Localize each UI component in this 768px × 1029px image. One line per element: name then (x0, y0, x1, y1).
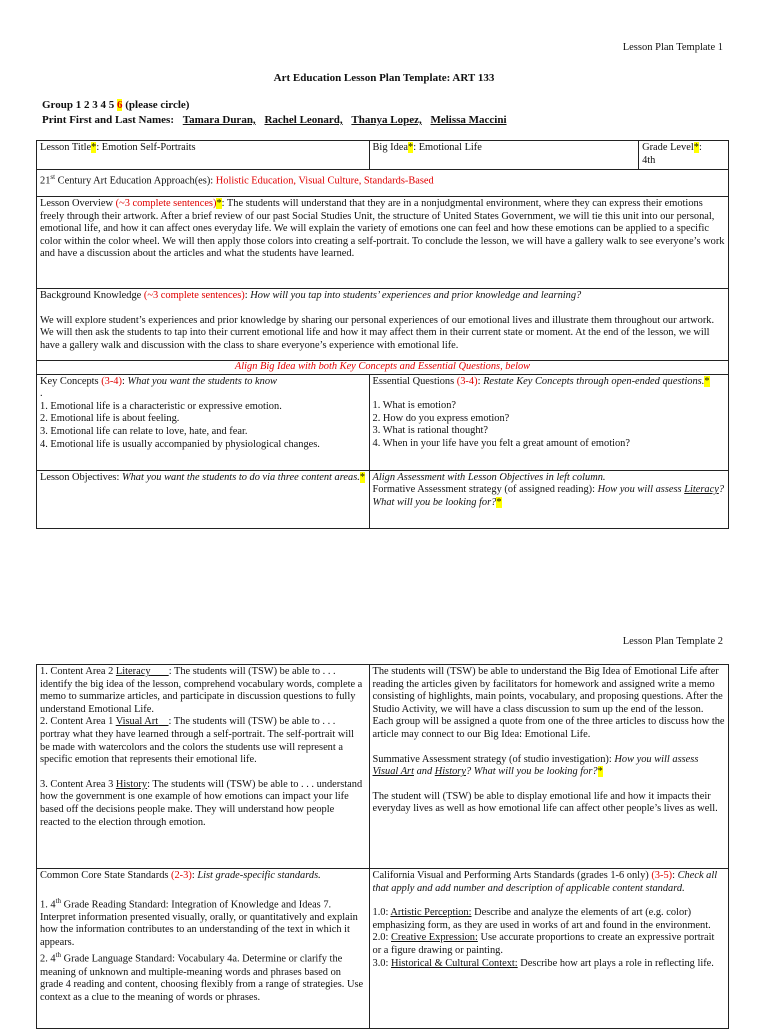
ca2-prefix: 1. Content Area 2 (40, 666, 116, 677)
objectives-prompt: What you want the students to do via three content areas. (121, 471, 360, 483)
essential-note: (3-4) (456, 375, 478, 387)
required-star: * (496, 496, 502, 508)
page-header: Lesson Plan Template 1 (622, 42, 723, 53)
overview-note: (~3 complete sentences) (115, 198, 217, 209)
required-star: * (693, 142, 699, 153)
cvpa-1-title: Artistic Perception: (390, 907, 472, 919)
content-area-1 (40, 716, 366, 766)
objectives-cell (37, 470, 370, 528)
grade-level-value: 4th (642, 154, 656, 166)
lesson-plan-table-1 (36, 140, 729, 529)
essential-questions-cell: Essential Questions (3-4): Restate Key Concepts through open-ended questions.* 1. What is emotion? 2. How do you express emotion? 3. What is rational thought? 4. When in your life have you felt a great amount of emotion? (369, 374, 729, 470)
names-label: Print First and Last Names: (42, 114, 174, 126)
overview-text: : The students will understand that they are in a nonjudgmental environment, where they can express their emotions freely through their artwork. After a brief review of our past Social Studies Unit, the structure of United States Government, we will tie this unit into our personal, emotional life, and how it can affect ones everyday life. We will explain the variety of emotions one can feel and how these emotions can be applied to a specific color within the color wheel. We will then apply those colors into creating a self-portrait. To conclude the lesson, we will have a gallery walk to see everyone’s work and have a discussion about the articles and what the students have learned. (40, 198, 725, 260)
big-idea-cell (369, 141, 639, 170)
required-star: * (216, 198, 222, 209)
essential-label: Essential Questions (372, 375, 457, 387)
cvpa-standard-3 (373, 958, 725, 971)
document-title: Art Education Lesson Plan Template: ART 133 (273, 72, 495, 84)
formative-prompt-a: How you will assess (597, 484, 685, 496)
grade-level-cell: Grade Level*: 4th (639, 141, 729, 170)
ccss-standard-2 (40, 949, 366, 1004)
align-note-cell (37, 361, 729, 375)
cvpa-3-num: 3.0: (372, 957, 391, 969)
background-text: We will explore student’s experiences and prior knowledge by sharing our personal experiences of our emotional lives and illustrate them throughout our artwork. We will then ask the students to tap into their current emotional life and how it may affect them in their current state or moment. At the end of the lesson, we will have a gallery walk and discussion with the class to share everyone’s experience with emotional life. (40, 314, 715, 351)
page-2 (0, 600, 768, 1024)
ccss-prompt: List grade-specific standards. (197, 870, 321, 881)
approach-value: Holistic Education, Visual Culture, Standards-Based (215, 175, 434, 187)
summative-and: and (414, 766, 435, 778)
name-3: Thanya Lopez, (351, 114, 422, 126)
ccss-label: Common Core State Standards (40, 870, 172, 881)
cvpa-standard-2 (373, 932, 725, 957)
cvpa-2-title: Creative Expression: (391, 932, 478, 944)
key-concept-item: 4. Emotional life is usually accompanied by physiological changes. (40, 438, 320, 450)
cvpa-1-num: 1.0: (372, 907, 391, 919)
summative-visual-art: Visual Art (372, 766, 414, 778)
essential-item: 1. What is emotion? (372, 400, 456, 412)
required-star: * (359, 471, 366, 483)
lesson-plan-table-2 (36, 664, 729, 1029)
background-cell: Background Knowledge (~3 complete sentences): How will you tap into students’ experiences and prior knowledge and learning? We will explore student’s experiences and prior knowledge by sharing our personal experiences of our emotional lives and illustrate them throughout our artwork. We will then ask the students to tap into their current emotional life and how it may affect them in their current state or moment. At the end of the lesson, we will have a gallery walk and discussion with the class to share everyone’s experience with emotional life. (37, 289, 729, 361)
lesson-title-label: Lesson Title (40, 142, 92, 153)
ccss-1-text: Grade Reading Standard: Integration of Knowledge and Ideas 7. Interpret information presented visually, orally, or quantitatively and explain how the information contributes to an understanding of the text in which it appears. (40, 899, 358, 948)
summative-history: History (434, 766, 466, 778)
page-gap (0, 590, 768, 600)
ca3-text: : The students will (TSW) be able to . . . understand how the government is one example of how emotions can impact your life based off the decisions people make. They will understand how people reacted to the election through emotion. (40, 778, 363, 828)
assessment-cell (369, 470, 729, 528)
required-star: * (408, 142, 414, 153)
page-header: Lesson Plan Template 2 (622, 636, 723, 647)
background-prompt: How will you tap into students’ experiences and prior knowledge and learning? (250, 290, 582, 301)
name-4: Melissa Maccini (430, 114, 507, 126)
summative-prompt-a: How you will assess (614, 753, 699, 765)
big-idea-value: : Emotional Life (413, 142, 482, 153)
essential-prompt: Restate Key Concepts through open-ended questions. (483, 375, 705, 387)
ca3-prefix: 3. Content Area 3 (40, 778, 116, 790)
background-note: (~3 complete sentences) (143, 290, 245, 301)
grade-level-label: Grade Level (642, 142, 694, 153)
essential-item: 4. When in your life have you felt a great amount of emotion? (372, 437, 630, 449)
summative-prompt-b: ? What will you be looking for? (465, 766, 598, 778)
ccss-heading: Common Core State Standards (2-3): List grade-specific standards. (40, 870, 321, 881)
content-area-3 (40, 779, 366, 829)
cvpa-3-title: Historical & Cultural Context: (391, 957, 518, 969)
group-selected: 6 (116, 99, 123, 111)
ccss-cell (37, 869, 370, 1029)
approach-cell (37, 170, 729, 197)
ccss-1-sup: th (55, 896, 62, 905)
group-label: Group 1 2 3 4 5 (42, 99, 115, 111)
ca2-subject: Literacy (115, 666, 151, 677)
ccss-2-sup: th (55, 951, 62, 960)
cvpa-cell (369, 869, 728, 1029)
formative-prompt-b: ? What will you be looking for? (372, 484, 725, 508)
ca1-prefix: 2. Content Area 1 (40, 716, 116, 728)
content-area-2 (40, 666, 366, 716)
key-concept-item: 2. Emotional life is about feeling. (40, 413, 180, 425)
essential-item: 3. What is rational thought? (372, 425, 489, 437)
essential-item: 2. How do you express emotion? (372, 412, 510, 424)
key-concepts-label: Key Concepts (40, 375, 102, 387)
approach-label: 21 (40, 175, 51, 187)
group-note: (please circle) (125, 99, 190, 111)
cvpa-1-text: Describe and analyze the elements of art (e.g. color) emphasizing form, as they are used in works of art and found in the environment. (372, 907, 711, 931)
summative-assessment (373, 754, 725, 779)
ca1-subject: Visual Art (115, 716, 159, 728)
overview-cell (37, 197, 729, 289)
key-concepts-note: (3-4) (101, 375, 122, 387)
ccss-2-text: Grade Language Standard: Vocabulary 4a. Determine or clarify the meaning of unknown and multiple-meaning words and phrases based on grade 4 reading and content, choosing flexibly from a range of strategies. Use context as a clue to the meaning of words or phrases. (40, 953, 364, 1003)
summative-text: The student will (TSW) be able to display emotional life and how it impacts their everyday lives as well as how emotional life can affect other people’s lives as well. (372, 790, 718, 815)
cvpa-prompt: Check all that apply and add number and description of applicable content standard. (372, 870, 718, 894)
lesson-title-cell (37, 141, 370, 170)
cvpa-heading: California Visual and Performing Arts Standards (grades 1-6 only) (3-5): Check all that apply and add number and description of applicable content standard. (372, 870, 718, 894)
align-note: Align Big Idea with both Key Concepts and Essential Questions, below (234, 361, 531, 372)
group-line (42, 99, 189, 111)
name-1: Tamara Duran, (182, 114, 256, 126)
names-line (42, 114, 507, 126)
ccss-2-prefix: 2. 4 (40, 953, 56, 965)
content-areas-cell (37, 665, 370, 869)
ccss-standard-1 (40, 895, 366, 950)
ca2-text: : The students will (TSW) be able to . . . identify the big idea of the lesson, comprehend vocabulary words, complete a memo to summarize articles, and participate in discussion questions to fully understand Emotional Life. (40, 666, 363, 715)
ca3-subject: History (115, 778, 148, 790)
assessment-align: Align Assessment with Lesson Objectives in left column. (372, 471, 606, 483)
ccss-note: (2-3) (171, 870, 192, 881)
background-label: Background Knowledge (40, 290, 144, 301)
ca1-text: : The students will (TSW) be able to . . . portray what they have learned through a self-portrait. The self-portrait will be made with watercolors and the colors the students use will represent a specific emotion that represents their emotional life. (40, 716, 355, 766)
key-concepts-cell: Key Concepts (3-4): What you want the students to know . 1. Emotional life is a characteristic or expressive emotion. 2. Emotional life is about feeling. 3. Emotional life can relate to love, hate, and fear. 4. Emotional life is usually accompanied by physiological changes. (37, 374, 370, 470)
key-concept-item: 3. Emotional life can relate to love, hate, and fear. (40, 425, 248, 437)
approach-label-rest: Century Art Education Approach(es): (55, 175, 216, 187)
cvpa-3-text: Describe how art plays a role in reflecting life. (517, 957, 714, 969)
assessment-description: The students will (TSW) be able to understand the Big Idea of Emotional Life after reading the articles given by facilitators for homework and assigned write a memo consisting of highlights, main points, vocabulary, and proposing questions. After the Studio Activity, we will have a class discussion to sum up the end of the lesson. Each group will be assigned a quote from one of the three articles to discuss how the article may connect to our Big Idea: Emotional Life. (372, 666, 725, 740)
objectives-label: Lesson Objectives: (40, 471, 122, 483)
required-star: * (704, 375, 710, 387)
name-2: Rachel Leonard, (264, 114, 343, 126)
cvpa-note: (3-5) (651, 870, 673, 881)
summative-label: Summative Assessment strategy (of studio investigation): (372, 753, 615, 765)
cvpa-label: California Visual and Performing Arts Standards (grades 1-6 only) (372, 870, 652, 881)
overview-label: Lesson Overview (40, 198, 116, 209)
cvpa-standard-1 (373, 907, 725, 932)
big-idea-label: Big Idea (372, 142, 408, 153)
key-concepts-prompt: What you want the students to know (127, 375, 277, 387)
ccss-1-prefix: 1. 4 (40, 899, 56, 911)
cvpa-2-num: 2.0: (372, 932, 391, 944)
lesson-title-value: : Emotion Self-Portraits (96, 142, 196, 153)
cvpa-2-text: Use accurate proportions to create an expressive portrait or a figure drawing or painting. (372, 932, 715, 956)
key-concept-item: 1. Emotional life is a characteristic or expressive emotion. (40, 400, 282, 412)
assessment-details-cell (369, 665, 728, 869)
formative-literacy: Literacy (684, 484, 719, 496)
approach-sup: st (50, 173, 56, 181)
required-star: * (91, 142, 97, 153)
formative-label: Formative Assessment strategy (of assigned reading): (372, 484, 598, 496)
required-star: * (597, 766, 603, 778)
